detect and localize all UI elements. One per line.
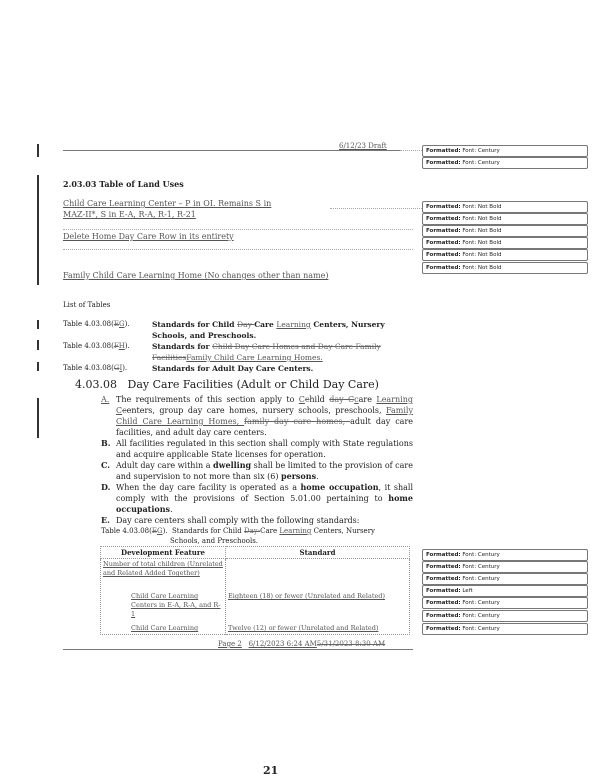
balloon-label: Formatted: [426, 252, 461, 258]
balloon-label: Formatted: [426, 240, 461, 246]
balloon-label: Formatted: [426, 148, 461, 154]
land-use-line: Child Care Learning Center – P in OI. Remains S in [63, 199, 272, 208]
table-ref [63, 320, 130, 328]
change-bar [37, 340, 39, 350]
balloon-text: Font: Century [462, 600, 500, 606]
item-b [63, 438, 413, 460]
t: . [170, 505, 173, 514]
t: Care [254, 320, 277, 329]
balloon-label: Formatted: [426, 552, 461, 558]
comment-balloon[interactable] [422, 237, 588, 249]
table-title [152, 342, 381, 351]
term: dwelling [213, 460, 252, 470]
header-rule [63, 150, 400, 151]
section-number: 4.03.08 [75, 378, 117, 391]
change-bar [37, 144, 39, 157]
balloon-connector [63, 229, 413, 230]
inserted: C [116, 406, 123, 415]
inserted: Family Child Care Learning Homes, [116, 406, 413, 426]
comment-balloon[interactable] [422, 225, 588, 237]
t: Standards for Child [167, 527, 244, 535]
comment-balloon[interactable] [422, 213, 588, 225]
comment-balloon[interactable] [422, 201, 588, 213]
family-note: Family Child Care Learning Home (No changes other than name) [63, 271, 329, 280]
t: are [358, 395, 377, 404]
table-title: Standards for Adult Day Care Centers. [152, 364, 314, 373]
col-header: Standard [226, 547, 410, 559]
t: Standards for Child [152, 320, 238, 329]
balloon-label: Formatted: [426, 588, 461, 594]
inserted: Learning [376, 395, 413, 404]
deleted: E [151, 527, 157, 535]
balloon-label: Formatted: [426, 228, 461, 234]
deleted: E [113, 320, 119, 328]
standard-text: Eighteen (18) or fewer (Unrelated and Related) [228, 592, 385, 600]
table-ref [63, 342, 130, 350]
term: home occupation [300, 482, 379, 492]
term: home occupations [116, 493, 413, 514]
land-use-line: MAZ-II*, S in E-A, R-A, R-1, R-21 [63, 210, 196, 219]
item-d [63, 482, 413, 515]
balloon-label: Formatted: [426, 265, 461, 271]
deleted: day [329, 395, 349, 404]
footer [63, 639, 413, 650]
comment-balloon[interactable] [422, 585, 588, 597]
table-title-cont: Schools, and Preschools. [152, 331, 257, 340]
comment-balloon[interactable] [422, 573, 588, 585]
comment-balloon[interactable] [422, 610, 588, 622]
inserted: G [118, 320, 125, 328]
balloon-text: Left [462, 588, 473, 594]
page-label: Page 2 [218, 640, 242, 648]
comment-balloon[interactable] [422, 597, 588, 609]
date-old: 5/31/2023 8:30 AM [316, 640, 386, 648]
balloon-label: Formatted: [426, 564, 461, 570]
t: The requirements of this section apply to [116, 395, 299, 404]
date-new: 6/12/2023 6:24 AM [248, 640, 317, 648]
balloon-text: Font: Century [462, 626, 500, 632]
balloon-label: Formatted: [426, 160, 461, 166]
feature-text: Child Care Learning [131, 624, 199, 632]
table-ref [63, 364, 127, 372]
t: Day care centers shall comply with the following standards: [116, 516, 360, 525]
ref: Table 4.03.08( [63, 342, 114, 350]
change-bar [37, 398, 39, 438]
t: hild [309, 395, 330, 404]
balloon-text: Font: Century [462, 552, 500, 558]
balloon-text: Font: Not Bold [462, 240, 502, 246]
ref: Table 4.03.08( [63, 364, 114, 372]
deleted: Facilities [152, 353, 187, 362]
comment-balloon[interactable] [422, 623, 588, 635]
ref-close: ). [124, 342, 130, 350]
table-title [152, 320, 385, 329]
standards-table [100, 546, 410, 635]
balloon-connector [330, 208, 422, 209]
table-caption [63, 526, 413, 536]
deleted: G [113, 364, 120, 372]
standard-text: Twelve (12) or fewer (Unrelated and Related) [228, 624, 379, 632]
change-bar [37, 175, 39, 285]
t: enters, group day care homes, nursery schools, preschools, [126, 406, 386, 415]
t: Standards for [152, 342, 213, 351]
balloon-label: Formatted: [426, 613, 461, 619]
balloon-connector [400, 150, 422, 151]
t: Care [260, 527, 280, 535]
deleted: Child Day Care Homes and Day Care Family [212, 342, 381, 351]
t: shall be limited to the provision of care and supervision to not more than six (6) [116, 461, 413, 481]
t: adult day care facilities, and adult day care centers. [116, 417, 413, 437]
balloon-text: Font: Not Bold [462, 228, 502, 234]
balloon-text: Font: Century [462, 148, 500, 154]
deleted: C [348, 395, 355, 404]
section-title: Day Care Facilities (Adult or Child Day Care) [127, 378, 379, 391]
balloon-text: Font: Century [462, 576, 500, 582]
inserted: C [298, 395, 305, 404]
feature-text: Child Care Learning Centers in E-A, R-A, and R-1 [131, 592, 221, 618]
delete-row-note: Delete Home Day Care Row in its entirety [63, 232, 234, 241]
t: Adult day care within a [116, 461, 214, 470]
ref: Table 4.03.08( [63, 320, 114, 328]
deleted: c [304, 395, 310, 404]
inserted: H [118, 342, 125, 350]
t: ). [162, 527, 168, 535]
balloon-label: Formatted: [426, 204, 461, 210]
deleted: family day care homes, [244, 417, 351, 426]
deleted: c [122, 406, 127, 415]
cell-feature [101, 559, 226, 635]
header-draft: 6/12/23 Draft [339, 142, 387, 150]
t: Table 4.03.08( [101, 527, 152, 535]
inserted: I [119, 364, 123, 372]
inserted: Learning [276, 320, 311, 329]
comment-balloon[interactable] [422, 157, 588, 169]
balloon-text: Font: Century [462, 564, 500, 570]
list-of-tables-title: List of Tables [63, 301, 111, 309]
inserted: Family Child Care Learning Homes. [186, 353, 323, 362]
table-caption-cont: Schools, and Preschools. [170, 537, 259, 545]
change-bar [37, 320, 39, 329]
feature-text: Number of total children (Unrelated and Related Added Together) [103, 560, 223, 577]
balloon-label: Formatted: [426, 626, 461, 632]
item-a [63, 394, 413, 438]
balloon-text: Font: Not Bold [462, 204, 502, 210]
cell-standard [226, 559, 410, 635]
balloon-connector [63, 249, 413, 250]
section-heading [75, 378, 379, 391]
section-title: 2.03.03 Table of Land Uses [63, 179, 184, 189]
deleted: F [113, 342, 119, 350]
ref-close: ). [122, 364, 128, 372]
table-header-row [101, 547, 410, 559]
table-row [101, 559, 410, 635]
balloon-label: Formatted: [426, 216, 461, 222]
inserted: Learning [279, 527, 312, 535]
section-body [63, 394, 413, 650]
item-label: D. [101, 482, 111, 492]
balloon-label: Formatted: [426, 576, 461, 582]
item-label: C. [101, 460, 111, 470]
item-label: E. [101, 515, 110, 525]
t: All facilities regulated in this section shall comply with State regulations and acquire applicable State licenses for operation. [116, 439, 413, 459]
balloon-text: Font: Not Bold [462, 216, 502, 222]
balloon-label: Formatted: [426, 600, 461, 606]
item-c [63, 460, 413, 482]
deleted: Day- [244, 527, 261, 535]
balloon-text: Font: Not Bold [462, 265, 502, 271]
balloon-text: Font: Century [462, 160, 500, 166]
inserted: G [156, 527, 163, 535]
balloon-text: Font: Not Bold [462, 252, 502, 258]
deleted: Day [237, 320, 255, 329]
item-e [63, 515, 413, 526]
t: When the day care facility is operated as a [116, 483, 301, 492]
table-title-cont [152, 353, 323, 362]
item-label: A. [101, 395, 110, 404]
comment-balloon[interactable] [422, 549, 588, 561]
t: , it shall comply with the provisions of Section 5.01.00 pertaining to [116, 483, 414, 503]
t: Centers, Nursery [310, 320, 385, 329]
comment-balloon[interactable] [422, 262, 588, 274]
inserted: c [354, 395, 359, 404]
item-label: B. [101, 438, 111, 448]
t: . [316, 472, 319, 481]
comment-balloon[interactable] [422, 561, 588, 573]
change-bar [37, 362, 39, 371]
ref-close: ). [124, 320, 130, 328]
t: Centers, Nursery [311, 527, 375, 535]
comment-balloon[interactable] [422, 145, 588, 157]
balloon-text: Font: Century [462, 613, 500, 619]
comment-balloon[interactable] [422, 249, 588, 261]
term: persons [281, 471, 317, 481]
page-number: 21 [263, 764, 279, 777]
col-header: Development Feature [101, 547, 226, 559]
